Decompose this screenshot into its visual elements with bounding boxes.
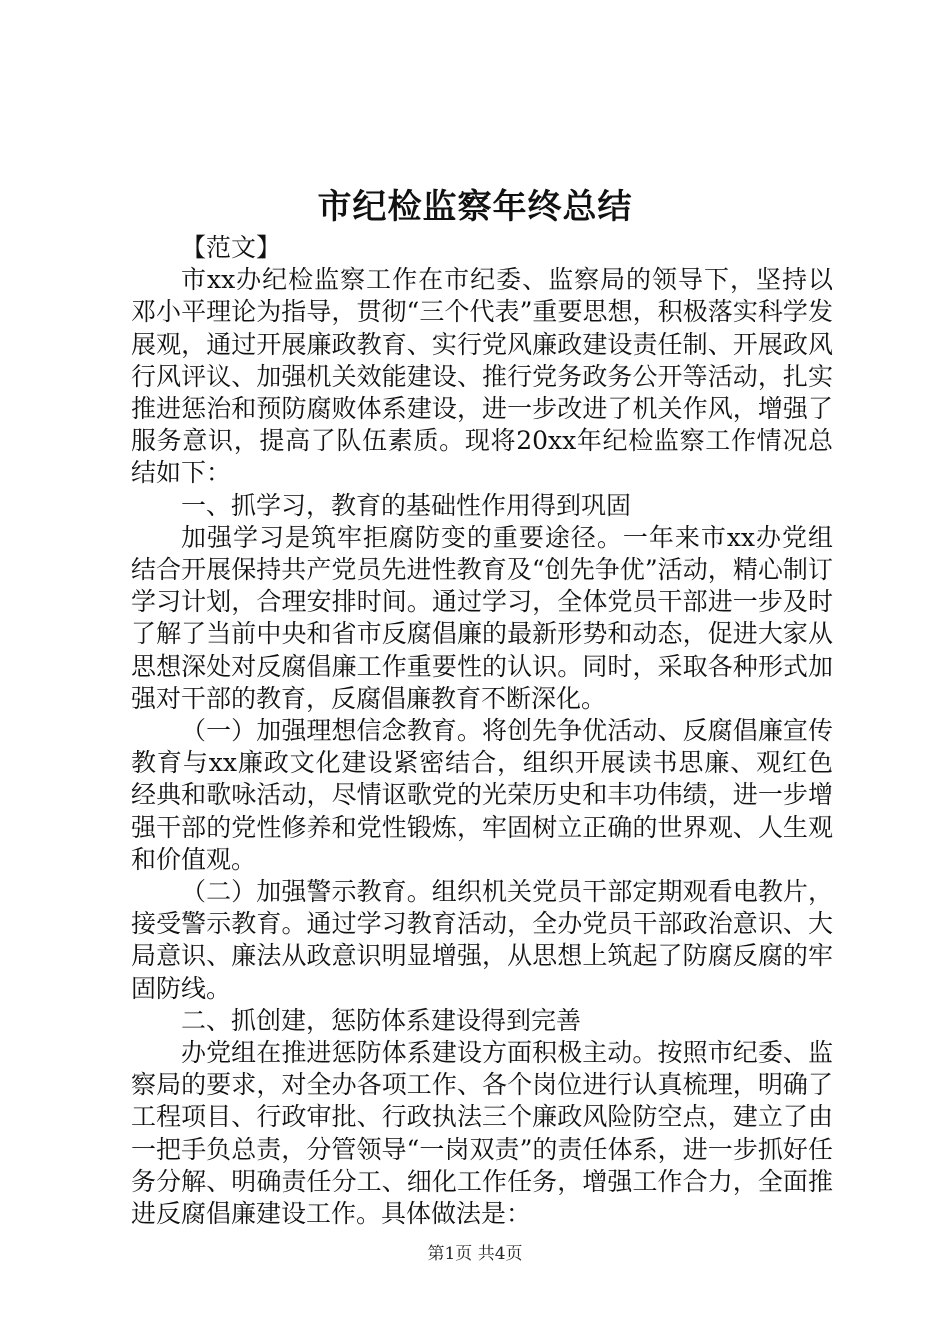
subsection-paragraph-2: （二）加强警示教育。组织机关党员干部定期观看电教片，接受警示教育。通过学习教育活动，全办党员干部政治意识、大局意识、廉法从政意识明显增强，从思想上筑起了防腐反腐的牢固防线。 xyxy=(131,877,833,1003)
section-label: 【范文】 xyxy=(181,233,282,262)
section-heading-1: 一、抓学习，教育的基础性作用得到巩固 xyxy=(181,490,632,520)
section-heading-2: 二、抓创建，惩防体系建设得到完善 xyxy=(181,1005,582,1035)
document-body xyxy=(131,232,833,1230)
intro-paragraph: 市xx办纪检监察工作在市纪委、监察局的领导下，坚持以邓小平理论为指导，贯彻“三个代表”重要思想，积极落实科学发展观，通过开展廉政教育、实行党风廉政建设责任制、开展政风行风评议、加强机关效能建设、推行党务政务公开等活动，扎实推进惩治和预防腐败体系建设，进一步改进了机关作风，增强了服务意识，提高了队伍素质。现将20xx年纪检监察工作情况总结如下： xyxy=(131,265,833,488)
body-paragraph: 加强学习是筑牢拒腐防变的重要途径。一年来市xx办党组结合开展保持共产党员先进性教育及“创先争优”活动，精心制订学习计划，合理安排时间。通过学习，全体党员干部进一步及时了解了当前中央和省市反腐倡廉的最新形势和动态，促进大家从思想深处对反腐倡廉工作重要性的认识。同时，采取各种形式加强对干部的教育，反腐倡廉教育不断深化。 xyxy=(131,522,833,713)
page-number-footer: 第1页 共4页 xyxy=(427,1244,523,1264)
document-title: 市纪检监察年终总结 xyxy=(317,187,633,227)
body-paragraph: 办党组在推进惩防体系建设方面积极主动。按照市纪委、监察局的要求，对全办各项工作、各个岗位进行认真梳理，明确了工程项目、行政审批、行政执法三个廉政风险防空点，建立了由一把手负总责，分管领导“一岗双责”的责任体系，进一步抓好任务分解、明确责任分工、细化工作任务，增强工作合力，全面推进反腐倡廉建设工作。具体做法是： xyxy=(131,1038,833,1229)
subsection-paragraph-1: （一）加强理想信念教育。将创先争优活动、反腐倡廉宣传教育与xx廉政文化建设紧密结合，组织开展读书思廉、观红色经典和歌咏活动，尽情讴歌党的光荣历史和丰功伟绩，进一步增强干部的党性修养和党性锻炼，牢固树立正确的世界观、人生观和价值观。 xyxy=(131,716,833,874)
